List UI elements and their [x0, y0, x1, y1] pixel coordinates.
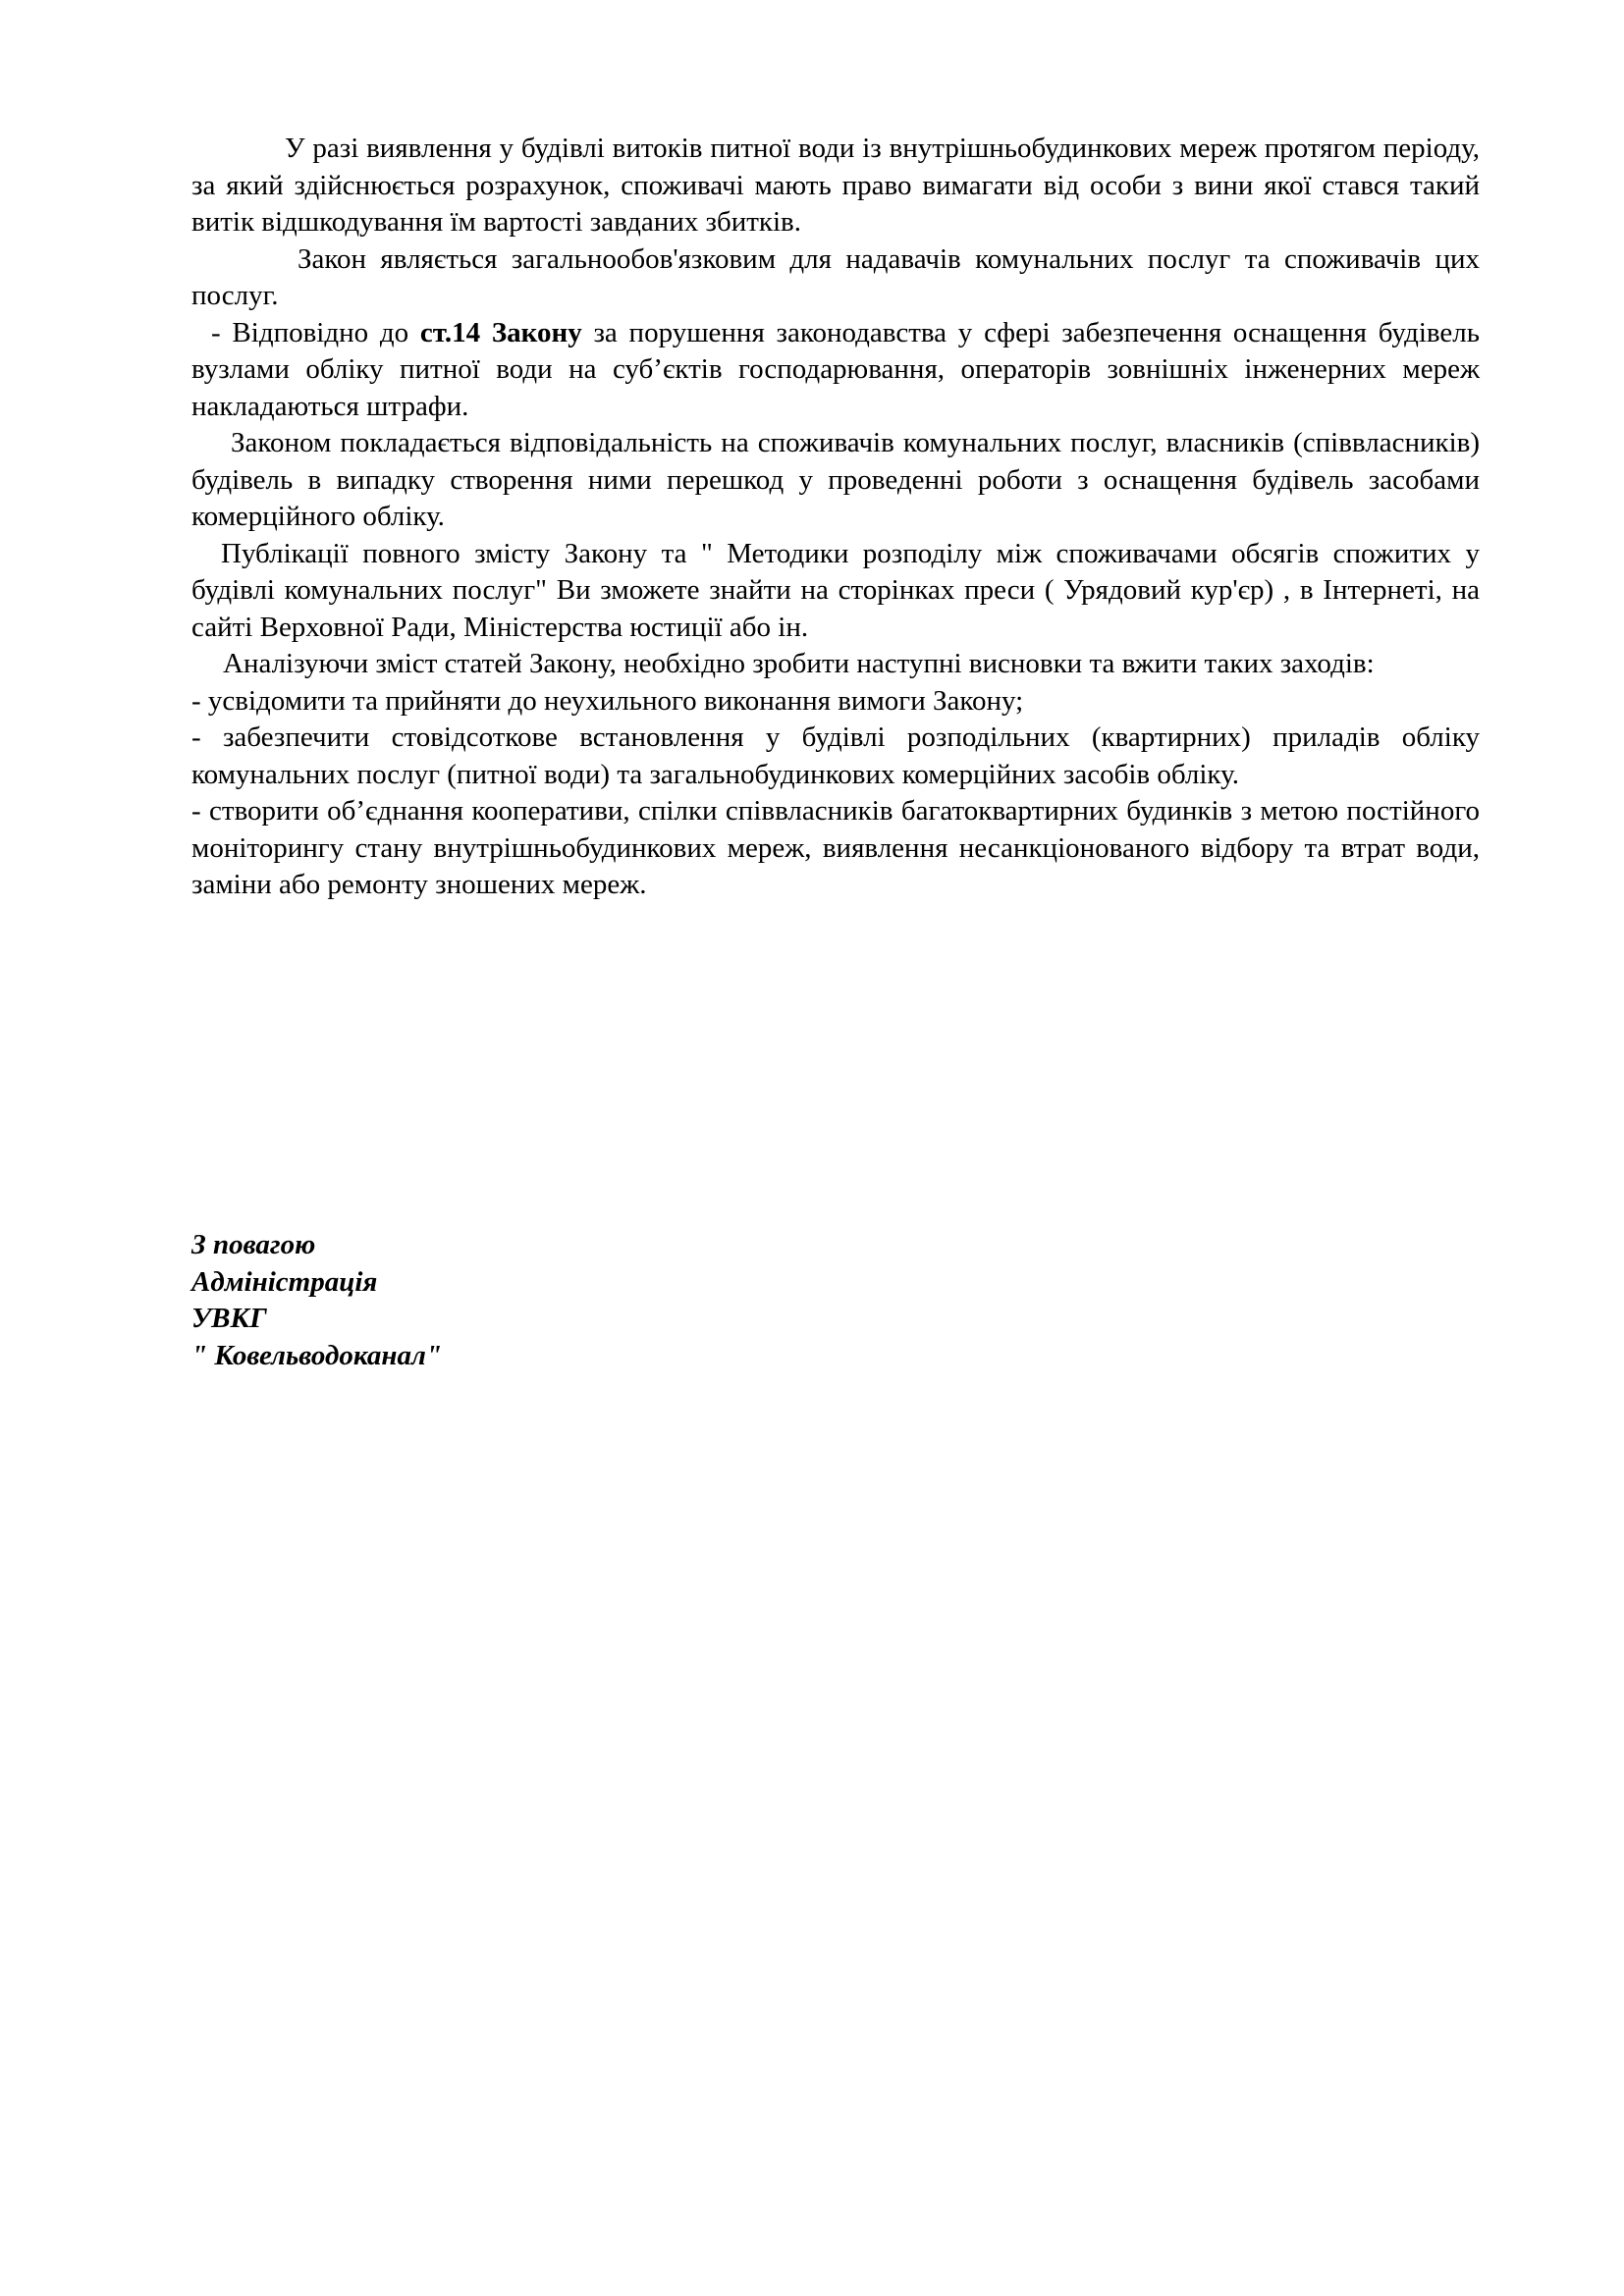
paragraph-conclusions: Аналізуючи зміст статей Закону, необхідно зробити наступні висновки та вжити таких заходів:	[223, 648, 1375, 679]
paragraph-leak-compensation: У разі виявлення у будівлі витоків питної води із внутрішньобудинкових мереж протягом періоду, за який здійснюється розрахунок, споживачі мають право вимагати від особи з вини якої стався такий витік відшкодування їм вартості завданих збитків.	[191, 133, 1480, 238]
list-item: - усвідомити та прийняти до неухильного виконання вимоги Закону;	[191, 684, 1024, 717]
signature-greeting: З повагою	[191, 1229, 316, 1260]
list-item: - забезпечити стовідсоткове встановлення у будівлі розподільних (квартирних) приладів обліку комунальних послуг (питної води) та загальнобудинкових комерційних засобів обліку.	[191, 721, 1480, 790]
paragraph-article-14	[191, 315, 1480, 426]
document-body	[191, 131, 1480, 904]
list-item: - створити об’єднання кооперативи, спілки співвласників багатоквартирних будинків з метою постійного моніторингу стану внутрішньобудинкових мереж, виявлення несанкціонованого відбору та втрат води, заміни або ремонту зношених мереж.	[191, 795, 1480, 900]
signature-administration: Адміністрація	[191, 1265, 378, 1298]
article-suffix: за порушення законодавства у сфері забезпечення оснащення будівель вузлами обліку питної води на суб’єктів господарювання, операторів зовнішніх інженерних мереж накладаються штрафи.	[191, 316, 1480, 422]
paragraph-publications: Публікації повного змісту Закону та " Методики розподілу між споживачами обсягів спожитих у будівлі комунальних послуг" Ви зможете знайти на сторінках преси ( Урядовий кур'єр) , в Інтернеті, на сайті Верховної Ради, Міністерства юстиції або ін.	[191, 537, 1480, 643]
paragraph-law-binding: Закон являється загальнообов'язковим для надавачів комунальних послуг та споживачів цих послуг.	[191, 242, 1480, 311]
paragraph-responsibility: Законом покладається відповідальність на споживачів комунальних послуг, власників (співвласників) будівель в випадку створення ними перешкод у проведенні роботи з оснащення будівель засобами комерційного обліку.	[191, 427, 1480, 532]
article-reference: ст.14 Закону	[419, 316, 582, 348]
article-prefix: - Відповідно до	[211, 316, 409, 348]
signature-organization: УВКГ	[191, 1303, 267, 1334]
signature-company-name: " Ковельводоканал"	[191, 1339, 442, 1371]
signature-block	[191, 1227, 442, 1374]
